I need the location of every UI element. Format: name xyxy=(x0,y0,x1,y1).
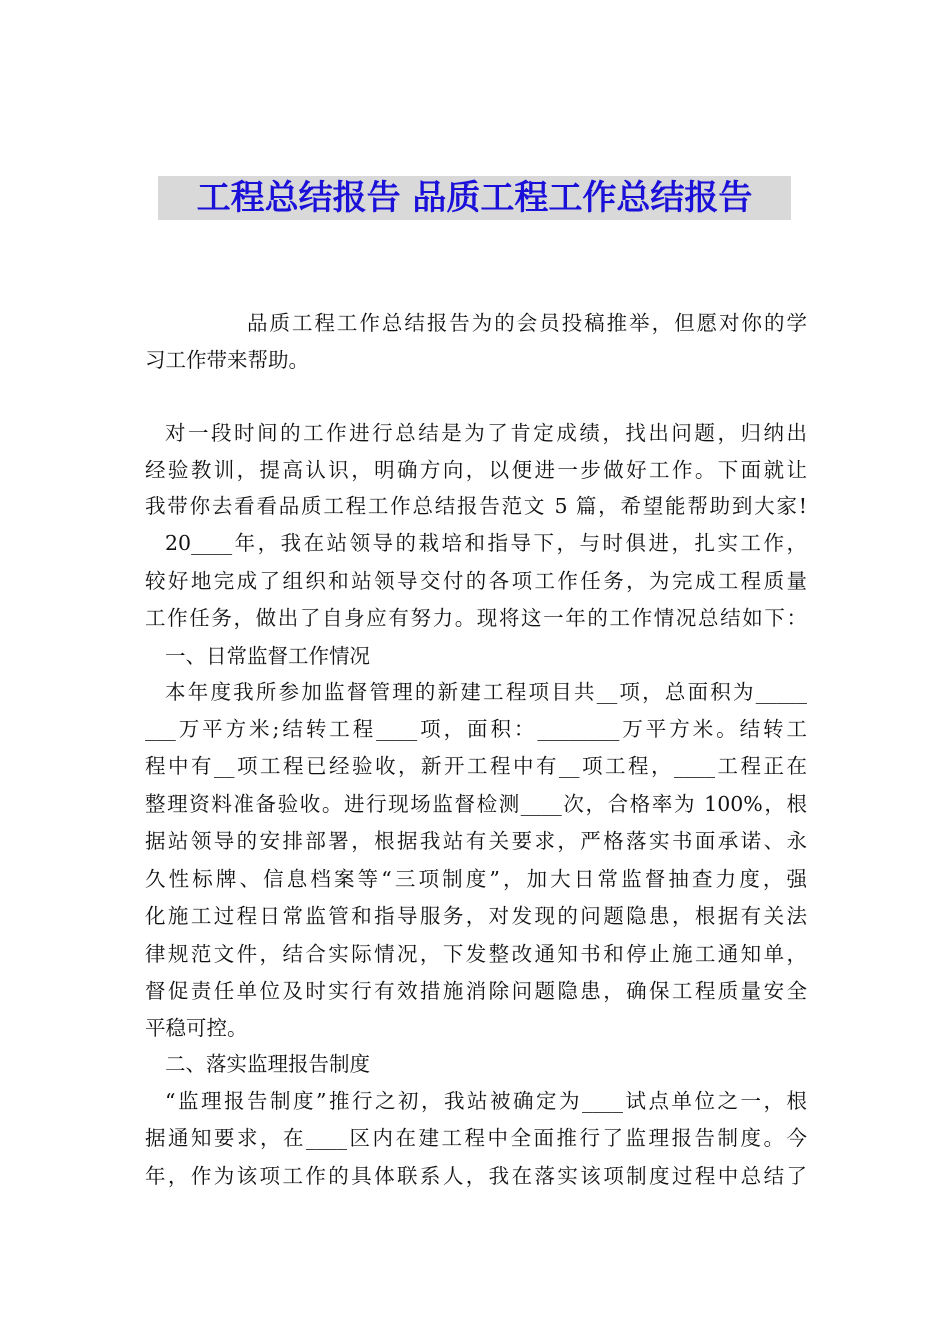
text-line: 工作任务，做出了自身应有努力。现将这一年的工作情况总结如下： xyxy=(145,606,807,630)
text-line: 平稳可控。 xyxy=(145,1016,248,1040)
text-line: 本年度我所参加监督管理的新建工程项目共__项，总面积为_____ xyxy=(165,680,807,704)
section-heading: 一、日常监督工作情况 xyxy=(165,644,370,668)
text-line: 习工作带来帮助。 xyxy=(145,348,309,372)
text-line: 品质工程工作总结报告为的会员投稿推举，但愿对你的学 xyxy=(247,311,807,335)
text-line: 我带你去看看品质工程工作总结报告范文 5 篇，希望能帮助到大家! xyxy=(145,494,807,518)
text-line: ___万平方米;结转工程____项，面积：________万平方米。结转工 xyxy=(145,717,807,741)
text-line: 对一段时间的工作进行总结是为了肯定成绩，找出问题，归纳出 xyxy=(165,421,807,445)
text-line: 20____年，我在站领导的栽培和指导下，与时俱进，扎实工作， xyxy=(165,531,807,555)
document-title: 工程总结报告 品质工程工作总结报告 xyxy=(158,176,791,220)
text-line: 年，作为该项工作的具体联系人，我在落实该项制度过程中总结了 xyxy=(145,1164,807,1188)
text-line: 经验教训，提高认识，明确方向，以便进一步做好工作。下面就让 xyxy=(145,458,807,482)
text-line: 化施工过程日常监管和指导服务，对发现的问题隐患，根据有关法 xyxy=(145,904,807,928)
text-line: “监理报告制度”推行之初，我站被确定为____试点单位之一，根 xyxy=(165,1089,807,1113)
text-line: 程中有__项工程已经验收，新开工程中有__项工程，____工程正在 xyxy=(145,754,807,778)
text-line: 据通知要求，在____区内在建工程中全面推行了监理报告制度。今 xyxy=(145,1126,807,1150)
section-heading: 二、落实监理报告制度 xyxy=(165,1052,370,1076)
text-line: 较好地完成了组织和站领导交付的各项工作任务，为完成工程质量 xyxy=(145,569,807,593)
text-line: 律规范文件，结合实际情况，下发整改通知书和停止施工通知单， xyxy=(145,942,807,966)
text-line: 久性标牌、信息档案等“三项制度”，加大日常监督抽查力度，强 xyxy=(145,867,807,891)
text-line: 督促责任单位及时实行有效措施消除问题隐患，确保工程质量安全 xyxy=(145,979,807,1003)
text-line: 据站领导的安排部署，根据我站有关要求，严格落实书面承诺、永 xyxy=(145,829,807,853)
text-line: 整理资料准备验收。进行现场监督检测____次，合格率为 100%，根 xyxy=(145,792,807,816)
